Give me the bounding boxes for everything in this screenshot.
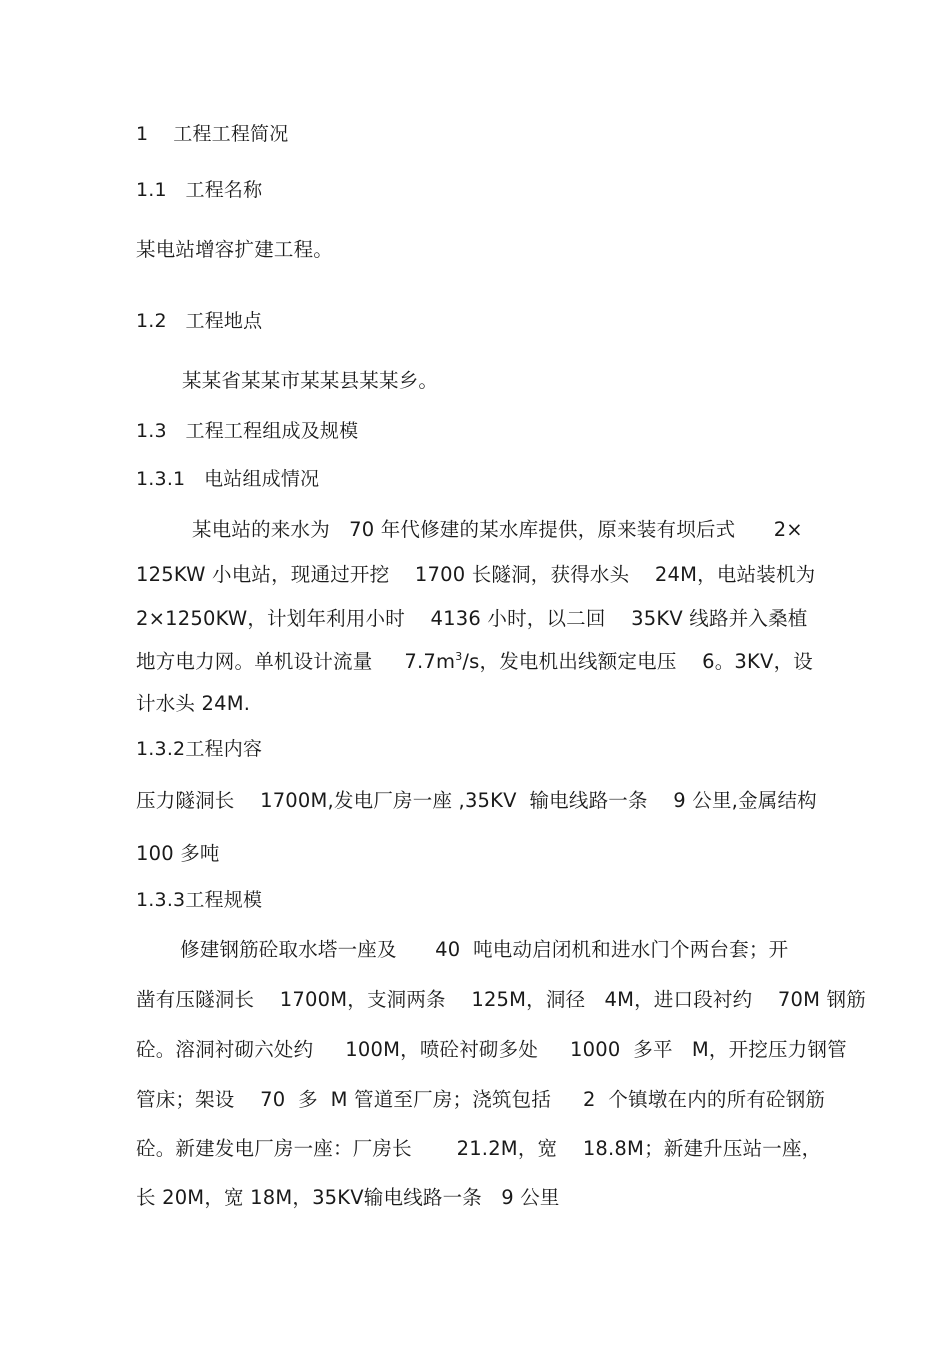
section-heading-1-3-2: 1.3.2工程内容 (136, 738, 263, 760)
composition-line-2: 125KW 小电站，现通过开挖 1700 长隧洞，获得水头 24M，电站装机为 (136, 563, 816, 586)
composition-line-5: 计水头 24M. (136, 692, 251, 715)
section-heading-1-3: 1.3 工程工程组成及规模 (136, 420, 359, 442)
composition-line-1: 某电站的来水为 70 年代修建的某水库提供，原来装有坝后式 2× (192, 518, 803, 541)
superscript-3: 3 (455, 650, 463, 663)
scale-line-5: 砼。新建发电厂房一座：厂房长 21.2M，宽 18.8M；新建升压站一座， (136, 1137, 822, 1160)
content-line-2: 100 多吨 (136, 842, 220, 865)
project-location-text: 某某省某某市某某县某某乡。 (182, 369, 439, 392)
section-heading-1-2: 1.2 工程地点 (136, 310, 263, 332)
scale-line-1: 修建钢筋砼取水塔一座及 40 吨电动启闭机和进水门个两台套；开 (180, 938, 789, 961)
section-heading-1-3-3: 1.3.3工程规模 (136, 889, 263, 911)
project-name-text: 某电站增容扩建工程。 (136, 238, 334, 261)
composition-line-4a: 地方电力网。单机设计流量 7.7m (136, 650, 456, 673)
scale-line-4: 管床；架设 70 多 M 管道至厂房；浇筑包括 2 个镇墩在内的所有砼钢筋 (136, 1088, 826, 1111)
section-heading-1-3-1: 1.3.1 电站组成情况 (136, 468, 320, 490)
scale-line-6: 长 20M，宽 18M，35KV输电线路一条 9 公里 (136, 1186, 560, 1209)
composition-line-4 (136, 650, 813, 674)
section-heading-1: 1 工程工程简况 (136, 123, 289, 145)
content-line-1: 压力隧洞长 1700M,发电厂房一座 ,35KV 输电线路一条 9 公里,金属结构 (136, 789, 817, 812)
scale-line-2: 凿有压隧洞长 1700M，支洞两条 125M，洞径 4M，进口段衬约 70M 钢筋 (136, 988, 866, 1011)
section-heading-1-1: 1.1 工程名称 (136, 179, 263, 201)
composition-line-4b: /s，发电机出线额定电压 6。3KV，设 (462, 650, 813, 673)
composition-line-3: 2×1250KW，计划年利用小时 4136 小时，以二回 35KV 线路并入桑植 (136, 607, 808, 630)
scale-line-3: 砼。溶洞衬砌六处约 100M，喷砼衬砌多处 1000 多平 M，开挖压力钢管 (136, 1038, 847, 1061)
